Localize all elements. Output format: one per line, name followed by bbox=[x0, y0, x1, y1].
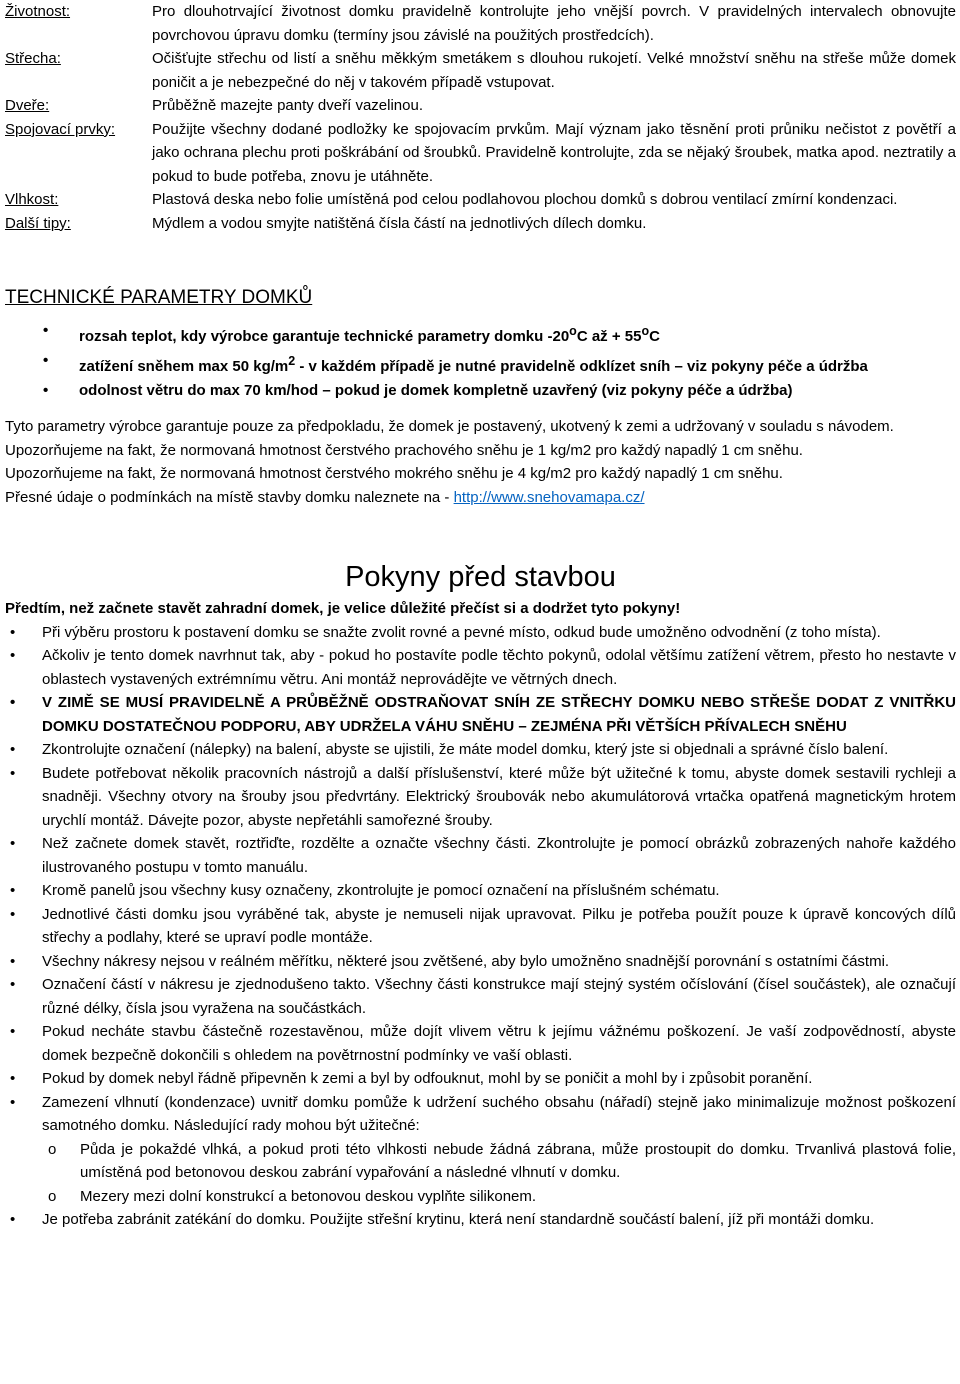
care-section bbox=[5, 0, 956, 235]
care-row bbox=[5, 212, 956, 236]
bullet-icon: • bbox=[10, 1023, 16, 1040]
rule-item bbox=[5, 762, 956, 833]
rule-text: Pokud necháte stavbu částečně rozestavěnou, může dojít vlivem větru k jejímu vážnému poškození. Je vaší zodpovědností, abyste domek bezpečně dokončili s ohledem na povětrnostní podmínky ve vaší oblasti. bbox=[42, 1023, 956, 1064]
rule-item bbox=[5, 903, 956, 950]
care-term: Životnost: bbox=[5, 3, 71, 20]
bullet-icon: • bbox=[10, 882, 16, 899]
rule-item-warning bbox=[5, 691, 956, 738]
bullet-icon: • bbox=[43, 352, 49, 369]
tech-param-item bbox=[5, 379, 956, 403]
snow-map-link[interactable]: http://www.snehovamapa.cz/ bbox=[453, 488, 645, 506]
rules-heading: Pokyny před stavbou bbox=[345, 561, 616, 593]
care-term: Střecha: bbox=[5, 50, 61, 67]
bullet-icon: • bbox=[10, 976, 16, 993]
care-term: Spojovací prvky: bbox=[5, 120, 116, 138]
care-term: Další tipy: bbox=[5, 214, 71, 232]
rule-text: Ačkoliv je tento domek navrhnut tak, aby - pokud ho postavíte podle těchto pokynů, odolal většímu zatížení větrem, přesto ho nestavte v oblastech vystavených extrémnímu větru. Ani montáž neprovádějte ve větrných dnech. bbox=[42, 647, 956, 688]
rule-subtext: Půda je pokaždé vlhká, a pokud proti této vlhkosti nebude žádná zábrana, může prostoupit do domku. Trvanlivá plastová folie, umístěná pod betonovou deskou zabrání vypařování a následné vlhnutí v domku. bbox=[80, 1140, 956, 1181]
rule-subitem bbox=[5, 1185, 956, 1209]
square-sup: 2 bbox=[288, 354, 296, 368]
care-text: Očišťujte střechu od listí a sněhu měkkým smetákem s dlouhou rukojetí. Velké množství sněhu na střeše může domek poničit a je nebezpečné do něj v takovém případě vstupovat. bbox=[152, 50, 956, 91]
rule-text: Při výběru prostoru k postavení domku se snažte zvolit rovné a pevné místo, odkud bude umožněno odvodnění (z toho místa). bbox=[42, 623, 881, 641]
tech-param-text: C až + 55 bbox=[576, 328, 642, 345]
tech-note: Tyto parametry výrobce garantuje pouze za předpokladu, že domek je postavený, ukotvený k zemi a udržovaný v souladu s návodem. bbox=[5, 418, 894, 435]
rule-text: Označení částí v nákresu je zjednodušeno takto. Všechny části konstrukce mají stejný systém očíslování (čísel součástek), ale označují různé délky, čísla jsou vyražena na součástkách. bbox=[42, 976, 956, 1017]
care-row bbox=[5, 94, 956, 118]
tech-param-text: rozsah teplot, kdy výrobce garantuje technické parametry domku -20 bbox=[79, 328, 570, 345]
rule-text: Zkontrolujte označení (nálepky) na balení, abyste se ujistili, že máte model domku, který jste si objednali a správné číslo balení. bbox=[42, 741, 889, 758]
bullet-icon: • bbox=[10, 905, 16, 923]
care-text: Mýdlem a vodou smyjte natištěná čísla částí na jednotlivých dílech domku. bbox=[152, 214, 647, 232]
spacer bbox=[5, 509, 956, 557]
bullet-icon: • bbox=[10, 1093, 16, 1111]
bullet-icon: • bbox=[10, 764, 16, 782]
tech-params-list bbox=[5, 319, 956, 403]
bullet-icon: • bbox=[10, 741, 16, 758]
bullet-icon: • bbox=[10, 952, 16, 970]
bullet-icon: • bbox=[10, 694, 16, 711]
care-term: Vlhkost: bbox=[5, 191, 59, 208]
bullet-icon: • bbox=[10, 647, 16, 664]
rule-item bbox=[5, 879, 956, 903]
rule-item bbox=[5, 832, 956, 879]
care-text: Průběžně mazejte panty dveří vazelinou. bbox=[152, 97, 423, 114]
rule-item bbox=[5, 738, 956, 762]
rule-text: V ZIMĚ SE MUSÍ PRAVIDELNĚ A PRŮBĚŽNĚ ODSTRAŇOVAT SNÍH ZE STŘECHY DOMKU NEBO STŘEŠE DODAT Z VNITŘKU DOMKU DOSTATEČNOU PODPORU, ABY UDRŽELA VÁHU SNĚHU – ZEJMÉNA PŘI VĚTŠÍCH PŘÍVALECH SNĚHU bbox=[42, 694, 956, 735]
care-text: Použijte všechny dodané podložky ke spojovacím prvkům. Mají význam jako těsnění proti průniku nečistot z povětří a jako ochrana plechu proti poškrábání od šroubků. Pravidelně kontrolujte, zda se nějaký šroubek, matka apod. neztratily a pokud to bude potřeba, znovu je utáhněte. bbox=[152, 120, 956, 185]
rule-item bbox=[5, 1020, 956, 1067]
rule-text: Pokud by domek nebyl řádně připevněn k zemi a byl by odfouknut, mohl by se poničit a mohl by i způsobit poranění. bbox=[42, 1070, 813, 1087]
rule-item bbox=[5, 973, 956, 1020]
rule-item bbox=[5, 1091, 956, 1209]
rule-text: Všechny nákresy nejsou v reálném měřítku, některé jsou zvětšené, aby bylo umožněno snadnější porovnání s ostatními částmi. bbox=[42, 952, 890, 970]
spacer bbox=[5, 235, 956, 285]
tech-note-link-line bbox=[5, 486, 956, 510]
rule-item bbox=[5, 621, 956, 645]
care-text: Pro dlouhotrvající životnost domku pravidelně kontrolujte jeho vnější povrch. V pravidelných intervalech obnovujte povrchovou úpravu domku (termíny jsou závislé na použitých prostředcích). bbox=[152, 3, 956, 44]
bullet-icon: • bbox=[10, 623, 16, 641]
rule-text: Než začnete domek stavět, roztřiďte, rozdělte a označte všechny části. Zkontrolujte je pomocí obrázků zobrazených nahoře každého ilustrovaného postupu v tomto manuálu. bbox=[42, 835, 956, 876]
bullet-icon: • bbox=[10, 1070, 16, 1087]
bullet-icon: • bbox=[43, 382, 49, 399]
degree-sup: o bbox=[569, 324, 577, 338]
rules-list bbox=[5, 621, 956, 1232]
rule-text: Zamezení vlhnutí (kondenzace) uvnitř domku pomůže k udržení suchého obsahu (nářadí) stejně jako minimalizuje možnost poškození samotného domku. Následující rady mohou být užitečné: bbox=[42, 1093, 956, 1134]
tech-param-text: odolnost větru do max 70 km/hod – pokud je domek kompletně uzavřený (viz pokyny péče a údržba) bbox=[79, 382, 793, 399]
tech-notes bbox=[5, 415, 956, 509]
circle-bullet-icon: o bbox=[48, 1140, 57, 1158]
care-row bbox=[5, 118, 956, 189]
care-text: Plastová deska nebo folie umístěná pod celou podlahovou plochou domků s dobrou ventilací zmírní kondenzaci. bbox=[152, 191, 898, 208]
circle-bullet-icon: o bbox=[48, 1187, 57, 1205]
rule-sublist bbox=[42, 1138, 956, 1209]
degree-sup: o bbox=[641, 324, 650, 338]
tech-param-text: zatížení sněhem max 50 kg/m bbox=[79, 358, 289, 375]
bullet-icon: • bbox=[10, 835, 16, 852]
care-term: Dveře: bbox=[5, 97, 50, 114]
rule-subtext: Mezery mezi dolní konstrukcí a betonovou deskou vyplňte silikonem. bbox=[80, 1187, 537, 1205]
rules-intro: Předtím, než začnete stavět zahradní domek, je velice důležité přečíst si a dodržet tyto pokyny! bbox=[5, 600, 681, 617]
rule-text: Kromě panelů jsou všechny kusy označeny, zkontrolujte je pomocí označení na příslušném schématu. bbox=[42, 882, 720, 899]
rule-item bbox=[5, 1067, 956, 1091]
tech-params-heading: TECHNICKÉ PARAMETRY DOMKŮ bbox=[5, 287, 313, 308]
tech-param-text: C bbox=[649, 328, 660, 345]
care-row bbox=[5, 188, 956, 212]
rule-text: Je potřeba zabránit zatékání do domku. Použijte střešní krytinu, která není standardně součástí balení, jíž při montáži domku. bbox=[42, 1211, 875, 1228]
tech-param-text: - v každém případě je nutné pravidelně odklízet sníh – viz pokyny péče a údržba bbox=[295, 358, 868, 375]
tech-note: Upozorňujeme na fakt, že normovaná hmotnost čerstvého prachového sněhu je 1 kg/m2 pro každý napadlý 1 cm sněhu. bbox=[5, 441, 803, 459]
rule-subitem bbox=[5, 1138, 956, 1185]
rule-text: Jednotlivé části domku jsou vyráběné tak, abyste je nemuseli nijak upravovat. Pilku je potřeba použít pouze k úpravě koncových dílů střechy a podlahy, které se upraví podle montáže. bbox=[42, 905, 956, 946]
bullet-icon: • bbox=[43, 322, 49, 339]
rule-text: Budete potřebovat několik pracovních nástrojů a další příslušenství, které může být užitečné k tomu, abyste domek sestavili rychleji a snadněji. Všechny otvory na šrouby jsou předvrtány. Elektrický šroubovák nebo akumulátorová vrtačka opatřená magnetickým hrotem urychlí montáž. Dávejte pozor, abyste nepřetáhli samořezné šrouby. bbox=[42, 764, 956, 829]
tech-param-item bbox=[5, 349, 956, 379]
tech-param-item bbox=[5, 319, 956, 349]
care-row bbox=[5, 0, 956, 47]
care-row bbox=[5, 47, 956, 94]
rule-item bbox=[5, 950, 956, 974]
rule-item bbox=[5, 1208, 956, 1232]
tech-note: Upozorňujeme na fakt, že normovaná hmotnost čerstvého mokrého sněhu je 4 kg/m2 pro každý napadlý 1 cm sněhu. bbox=[5, 465, 783, 482]
link-prefix: Přesné údaje o podmínkách na místě stavby domku naleznete na - bbox=[5, 488, 454, 506]
bullet-icon: • bbox=[10, 1211, 16, 1228]
rule-item bbox=[5, 644, 956, 691]
